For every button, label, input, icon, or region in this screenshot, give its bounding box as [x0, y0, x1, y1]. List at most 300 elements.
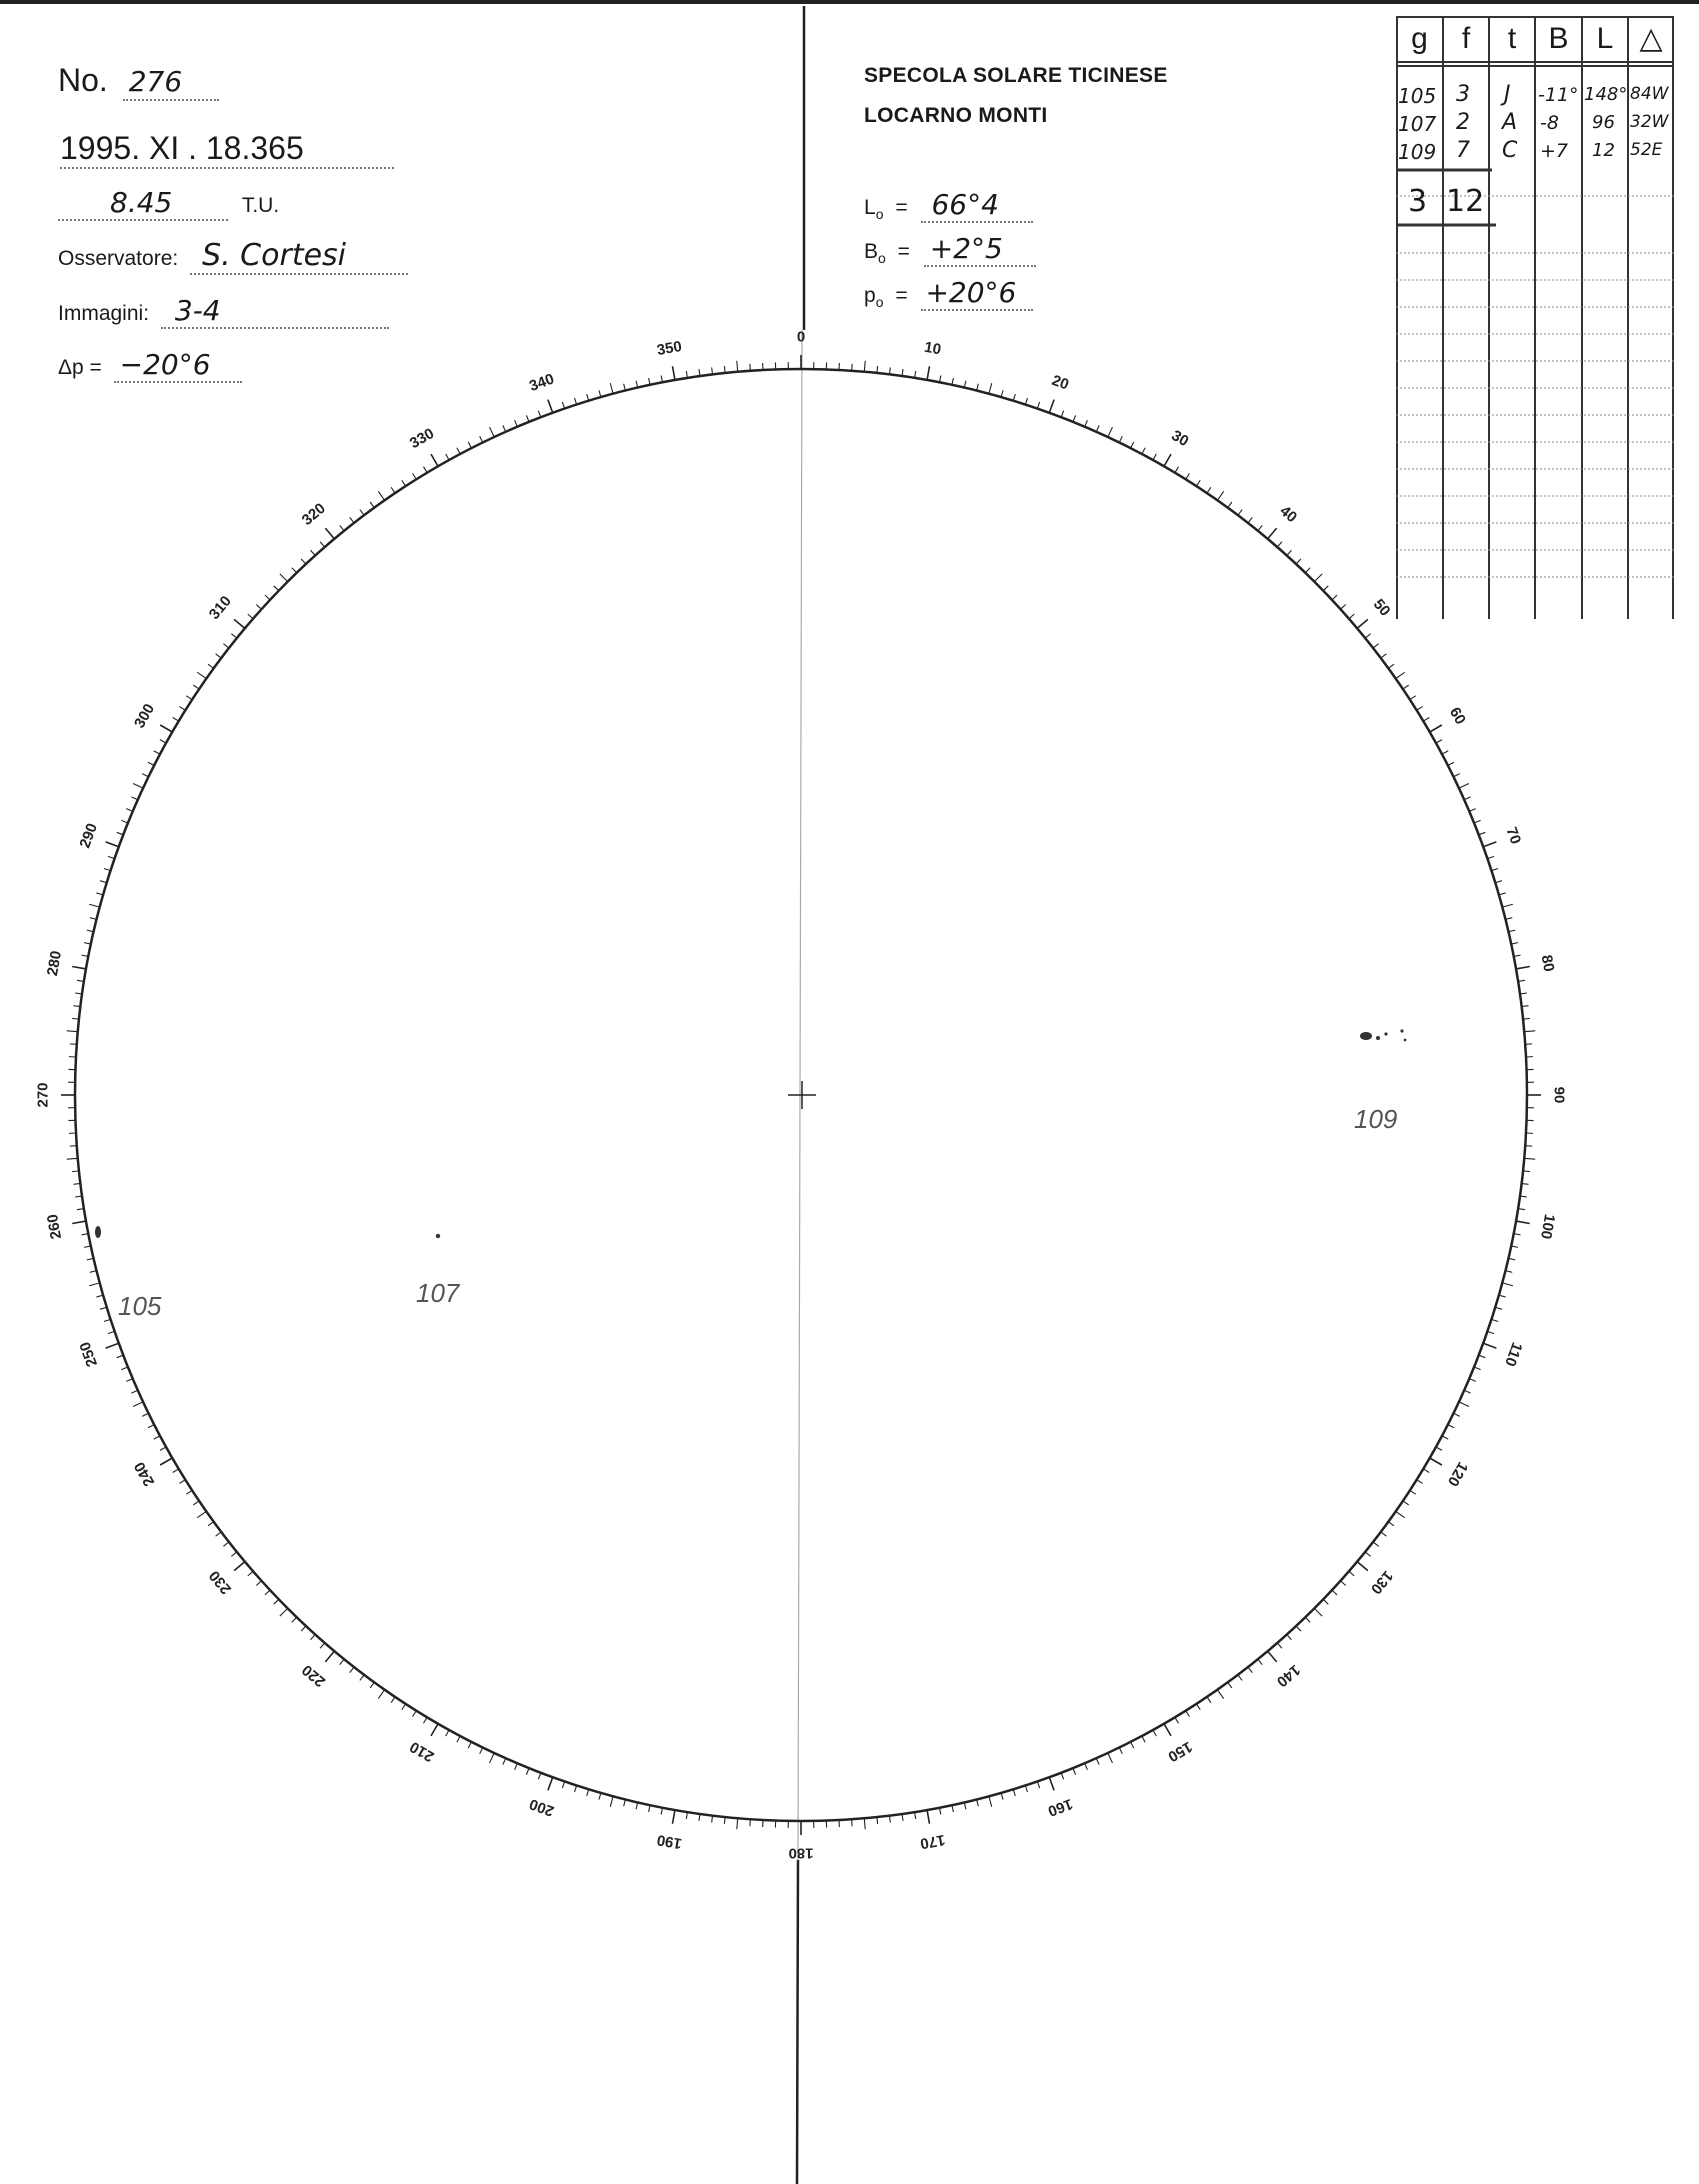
scale-tick [108, 1331, 115, 1333]
observatory-name: SPECOLA SOLARE TICINESE [864, 64, 1168, 87]
scale-tick [1388, 664, 1394, 668]
scale-tick [72, 967, 86, 969]
scale-tick [724, 366, 725, 373]
scale-tick [231, 634, 236, 638]
scale-tick [292, 1617, 297, 1622]
scale-tick [1417, 1480, 1423, 1484]
scale-tick [1186, 1711, 1190, 1717]
scale-tick [1403, 1501, 1409, 1505]
param-B0: $B_o = +2^\circ 5$ [864, 232, 1036, 267]
scale-tick [256, 605, 261, 610]
table-cell: 7 [1456, 138, 1470, 163]
scale-tick [1153, 1730, 1156, 1736]
scale-tick [1049, 1777, 1054, 1790]
time-value: 8.45 [110, 186, 173, 219]
scale-tick [480, 436, 483, 442]
scale-tick [370, 1682, 374, 1688]
scale-tick [1491, 868, 1498, 870]
group-label-105: 105 [118, 1291, 162, 1321]
scale-tick [1119, 436, 1122, 442]
scale-tick [562, 1781, 564, 1788]
scale-tick [1238, 510, 1242, 516]
scale-tick [131, 797, 137, 800]
scale-tick [538, 1773, 541, 1780]
scale-tick [311, 550, 316, 555]
scale-tick [208, 664, 214, 668]
scale-tick [1175, 467, 1179, 473]
scale-tick [402, 480, 406, 486]
scale-label: 290 [76, 821, 101, 851]
images-value: 3-4 [174, 294, 221, 327]
scale-tick [1108, 427, 1113, 437]
scale-tick [1248, 1667, 1252, 1673]
scale-tick [673, 1810, 675, 1824]
scale-tick [133, 784, 143, 789]
scale-tick [1096, 425, 1099, 431]
scale-tick [468, 442, 471, 448]
scale-label: 250 [76, 1339, 101, 1369]
scale-tick [737, 361, 738, 372]
scale-tick [503, 425, 506, 431]
scale-tick [1061, 1773, 1064, 1780]
scale-tick [964, 1802, 966, 1809]
scale-tick [468, 1742, 471, 1748]
scale-tick [526, 1768, 529, 1774]
scale-tick [216, 654, 222, 658]
scale-tick [1013, 1789, 1015, 1796]
scale-tick [1502, 1283, 1513, 1286]
dp-value: −20°6 [119, 348, 211, 381]
col-header-t: t [1507, 22, 1517, 55]
scale-tick [1373, 1542, 1379, 1546]
scale-tick [72, 1171, 79, 1172]
scale-tick [1502, 904, 1513, 907]
scale-label: 210 [406, 1737, 438, 1766]
scale-tick [1508, 930, 1515, 932]
scale-tick [1349, 1571, 1354, 1576]
scale-tick [610, 1796, 613, 1807]
scale-tick [1487, 1331, 1494, 1333]
scale-tick [446, 454, 449, 460]
table-cell: 107 [1398, 112, 1437, 136]
scale-tick [1305, 1617, 1310, 1622]
images-label: Immagini: [58, 302, 150, 325]
scale-label: 260 [43, 1212, 66, 1241]
scale-tick [1436, 740, 1442, 743]
scale-tick [292, 568, 297, 573]
scale-label: 160 [1045, 1795, 1075, 1820]
scale-tick [248, 1571, 253, 1576]
scale-tick [1357, 1562, 1368, 1571]
scale-tick [1388, 1522, 1394, 1526]
scale-tick [562, 402, 564, 409]
scale-tick [117, 832, 124, 835]
scale-label: 90 [1550, 1086, 1568, 1104]
scale-tick [121, 1367, 127, 1370]
scale-tick [1186, 473, 1190, 479]
scale-label: 220 [298, 1661, 329, 1691]
scale-tick [1487, 856, 1494, 858]
scale-tick [1448, 762, 1454, 765]
scale-label: 280 [43, 949, 66, 978]
table-cell: 109 [1398, 140, 1437, 164]
scale-label: 140 [1273, 1661, 1304, 1691]
table-cell: 3 [1456, 82, 1470, 107]
scale-tick [1365, 1552, 1370, 1556]
scale-tick [1442, 1436, 1448, 1439]
scale-tick [1516, 967, 1530, 969]
col-header-B: B [1548, 22, 1569, 55]
scale-label: 20 [1049, 371, 1071, 394]
scale-tick [1207, 487, 1211, 493]
number-value: 276 [128, 65, 183, 98]
scale-tick [360, 1675, 364, 1681]
scale-tick [84, 943, 91, 944]
date-value: 1995. XI . 18.365 [60, 130, 304, 166]
sunspot-109 [1360, 1032, 1372, 1040]
scale-label: 320 [298, 499, 329, 529]
scale-tick [574, 398, 576, 405]
scale-tick [431, 454, 438, 466]
table-cell: C [1502, 138, 1518, 163]
scale-label: 60 [1445, 704, 1469, 728]
table-cell: J [1504, 82, 1511, 107]
scale-tick [301, 1626, 306, 1631]
table-cell: 105 [1398, 84, 1437, 108]
scale-tick [1287, 550, 1292, 555]
scale-tick [1381, 654, 1387, 658]
scale-tick [413, 1711, 417, 1717]
scale-label: 170 [918, 1830, 947, 1853]
scale-tick [446, 1730, 449, 1736]
scale-tick [72, 1018, 79, 1019]
scale-tick [1323, 586, 1328, 591]
p0-value: +20°6 [925, 276, 1017, 309]
table-cell: 12 [1592, 140, 1615, 161]
scale-tick [864, 1818, 865, 1829]
scale-tick [223, 1542, 229, 1546]
scale-tick [457, 1736, 460, 1742]
scale-tick [126, 809, 132, 812]
scale-label: 80 [1537, 953, 1558, 974]
scale-tick [1296, 559, 1301, 564]
scale-tick [179, 1480, 185, 1484]
scale-label: 300 [130, 700, 159, 732]
scale-tick [391, 1697, 395, 1703]
scale-tick [431, 1724, 438, 1736]
scale-tick [1228, 502, 1232, 508]
total-spots: 12 [1446, 184, 1485, 219]
scale-tick [193, 1501, 199, 1505]
sunspot-109 [1376, 1036, 1380, 1040]
observatory-location: LOCARNO MONTI [864, 104, 1048, 127]
scale-tick [378, 491, 384, 500]
L0-value: 66°4 [931, 188, 999, 221]
scale-tick [1469, 1379, 1475, 1382]
scale-tick [1196, 1704, 1200, 1710]
scale-tick [636, 1802, 638, 1809]
scale-tick [413, 473, 417, 479]
scale-tick [1479, 832, 1486, 835]
scale-tick [223, 644, 229, 648]
scale-tick [1365, 634, 1370, 638]
scale-tick [133, 1402, 143, 1407]
scale-tick [1119, 1748, 1122, 1754]
scale-tick [231, 1552, 236, 1556]
scale-label: 130 [1367, 1567, 1397, 1598]
scale-tick [142, 774, 148, 777]
scale-tick [1524, 1031, 1535, 1032]
observer-label: Osservatore: [58, 247, 179, 270]
table-cell: 148° [1584, 84, 1628, 105]
scale-tick [216, 1532, 222, 1536]
table-cell: 84W [1630, 84, 1669, 104]
scale-tick [67, 1031, 78, 1032]
scale-tick [1417, 707, 1423, 711]
col-header-delta: △ [1639, 22, 1663, 55]
scale-tick [340, 1659, 344, 1664]
scale-tick [1073, 415, 1076, 421]
scale-tick [148, 762, 154, 765]
scale-tick [649, 1805, 650, 1812]
scale-tick [104, 1319, 111, 1321]
sunspot-109 [1384, 1032, 1387, 1035]
scale-tick [1248, 517, 1252, 523]
scale-tick [927, 366, 929, 380]
scale-tick [1108, 1753, 1113, 1763]
scale-tick [587, 394, 589, 401]
scale-label: 70 [1502, 825, 1525, 847]
scale-tick [370, 502, 374, 508]
scale-tick [340, 525, 344, 530]
scale-tick [311, 1635, 316, 1640]
scale-tick [402, 1704, 406, 1710]
scale-tick [1061, 411, 1064, 418]
scale-tick [864, 361, 865, 372]
scale-tick [1341, 605, 1346, 610]
scale-tick [301, 559, 306, 564]
group-label-107: 107 [416, 1278, 460, 1308]
scale-tick [1314, 1608, 1322, 1616]
scale-tick [1430, 725, 1442, 732]
scale-tick [1436, 1447, 1442, 1450]
scale-tick [1332, 595, 1337, 600]
scale-tick [1464, 797, 1470, 800]
scale-tick [193, 685, 199, 689]
number-label: No. [58, 62, 108, 98]
scale-tick [148, 1425, 154, 1428]
scale-tick [67, 1158, 78, 1159]
scale-tick [1410, 1490, 1416, 1494]
scale-tick [1459, 1402, 1469, 1407]
scale-tick [1314, 574, 1322, 582]
scale-label: 270 [34, 1082, 52, 1108]
scale-tick [515, 1763, 518, 1769]
scale-tick [274, 1599, 279, 1604]
scale-tick [1131, 442, 1134, 448]
scale-tick [673, 366, 675, 380]
scale-tick [1349, 614, 1354, 619]
scale-tick [1483, 842, 1496, 847]
scale-tick [526, 415, 529, 421]
scale-tick [515, 420, 518, 426]
scale-label: 30 [1168, 427, 1192, 451]
scale-tick [574, 1785, 576, 1792]
scale-label: 40 [1276, 502, 1301, 527]
table-cell: -8 [1540, 112, 1559, 134]
scale-tick [1332, 1590, 1337, 1595]
scale-tick [234, 1562, 245, 1571]
sunspot-109 [1400, 1029, 1403, 1032]
total-groups: 3 [1408, 184, 1428, 219]
scale-tick [1516, 1221, 1530, 1223]
scale-tick [610, 383, 613, 394]
scale-tick [503, 1758, 506, 1764]
scale-tick [1228, 1682, 1232, 1688]
scale-tick [89, 1283, 100, 1286]
scale-tick [1448, 1425, 1454, 1428]
scale-tick [208, 1522, 214, 1526]
scale-tick [636, 381, 638, 388]
scale-tick [173, 717, 179, 721]
scale-label: 190 [655, 1830, 684, 1853]
scale-tick [1085, 1763, 1088, 1769]
scale-tick [325, 528, 334, 539]
scale-tick [989, 383, 992, 394]
scale-tick [1025, 1785, 1027, 1792]
scale-tick [1469, 809, 1475, 812]
scale-tick [106, 842, 119, 847]
scale-tick [1217, 1690, 1223, 1699]
table-cell: A [1502, 110, 1518, 135]
scale-label: 350 [655, 337, 684, 360]
scale-tick [325, 1651, 334, 1662]
time-suffix: T.U. [241, 194, 280, 217]
scale-tick [1085, 420, 1088, 426]
scale-tick [1523, 1018, 1530, 1019]
scale-label: 330 [406, 424, 438, 453]
scale-tick [265, 595, 270, 600]
scale-tick [1277, 542, 1282, 547]
scale-tick [1305, 568, 1310, 573]
scale-tick [256, 1581, 261, 1586]
scale-tick [121, 820, 127, 823]
scale-tick [87, 1258, 94, 1260]
scale-tick [1049, 400, 1054, 413]
scale-tick [100, 1307, 107, 1309]
scale-tick [1511, 1246, 1518, 1247]
scale-label: 200 [527, 1795, 557, 1820]
scale-label: 0 [796, 328, 806, 346]
scale-tick [1464, 1390, 1470, 1393]
sunspot-109 [1404, 1039, 1407, 1042]
scale-tick [1381, 1532, 1387, 1536]
scale-tick [1396, 1511, 1405, 1517]
scale-tick [248, 614, 253, 619]
scale-tick [360, 510, 364, 516]
scale-tick [173, 1469, 179, 1473]
scale-tick [1258, 525, 1262, 530]
scale-label: 230 [205, 1567, 235, 1598]
scale-tick [1037, 402, 1039, 409]
scale-tick [1508, 1258, 1515, 1260]
scale-tick [378, 1690, 384, 1699]
scale-tick [423, 467, 427, 473]
scale-tick [106, 1343, 119, 1348]
scale-tick [1238, 1675, 1242, 1681]
scale-label: 310 [205, 592, 235, 623]
center-cross [788, 1081, 816, 1109]
scale-tick [480, 1748, 483, 1754]
scale-tick [154, 751, 160, 754]
scale-tick [964, 381, 966, 388]
table-cell: -11° [1538, 84, 1579, 106]
scale-label: 120 [1443, 1458, 1472, 1490]
group-label-109: 109 [1354, 1104, 1398, 1134]
observer-value: S. Cortesi [202, 238, 346, 273]
sunspot-105 [95, 1226, 101, 1238]
scale-tick [1511, 943, 1518, 944]
scale-tick [1479, 1355, 1486, 1358]
scale-tick [737, 1818, 738, 1829]
scale-tick [1164, 1724, 1171, 1736]
scale-tick [108, 856, 115, 858]
table-cell: +7 [1540, 140, 1569, 162]
scale-tick [234, 619, 245, 628]
scale-tick [391, 487, 395, 493]
scale-tick [1073, 1768, 1076, 1774]
scale-tick [179, 707, 185, 711]
scale-tick [1423, 717, 1429, 721]
scale-tick [1323, 1599, 1328, 1604]
scale-tick [1287, 1635, 1292, 1640]
col-header-f: f [1461, 22, 1471, 55]
scale-tick [350, 517, 354, 523]
scale-tick [724, 1817, 725, 1824]
table-cell: 32W [1630, 112, 1669, 132]
scale-tick [1268, 528, 1277, 539]
scale-tick [1207, 1697, 1211, 1703]
scale-tick [160, 1447, 166, 1450]
scale-tick [1013, 394, 1015, 401]
scale-tick [1523, 1171, 1530, 1172]
scale-tick [457, 448, 460, 454]
scale-tick [265, 1590, 270, 1595]
scale-tick [280, 1608, 288, 1616]
scale-tick [1403, 685, 1409, 689]
scale-tick [72, 1221, 86, 1223]
scale-tick [490, 1753, 495, 1763]
scale-label: 100 [1536, 1212, 1559, 1241]
scale-tick [587, 1789, 589, 1796]
table-cell: 52E [1630, 140, 1663, 160]
scale-tick [1454, 774, 1460, 777]
scale-tick [1442, 751, 1448, 754]
scale-tick [1258, 1659, 1262, 1664]
scale-label: 110 [1501, 1339, 1526, 1369]
col-header-g: g [1411, 22, 1428, 55]
scale-tick [1474, 1367, 1480, 1370]
scale-tick [280, 574, 288, 582]
scale-tick [197, 672, 206, 678]
scale-tick [142, 1413, 148, 1416]
scale-tick [1357, 619, 1368, 628]
scale-tick [1268, 1651, 1277, 1662]
scale-tick [126, 1379, 132, 1382]
scale-tick [1277, 1643, 1282, 1648]
scale-label: 180 [788, 1844, 814, 1862]
scale-tick [1142, 1736, 1145, 1742]
